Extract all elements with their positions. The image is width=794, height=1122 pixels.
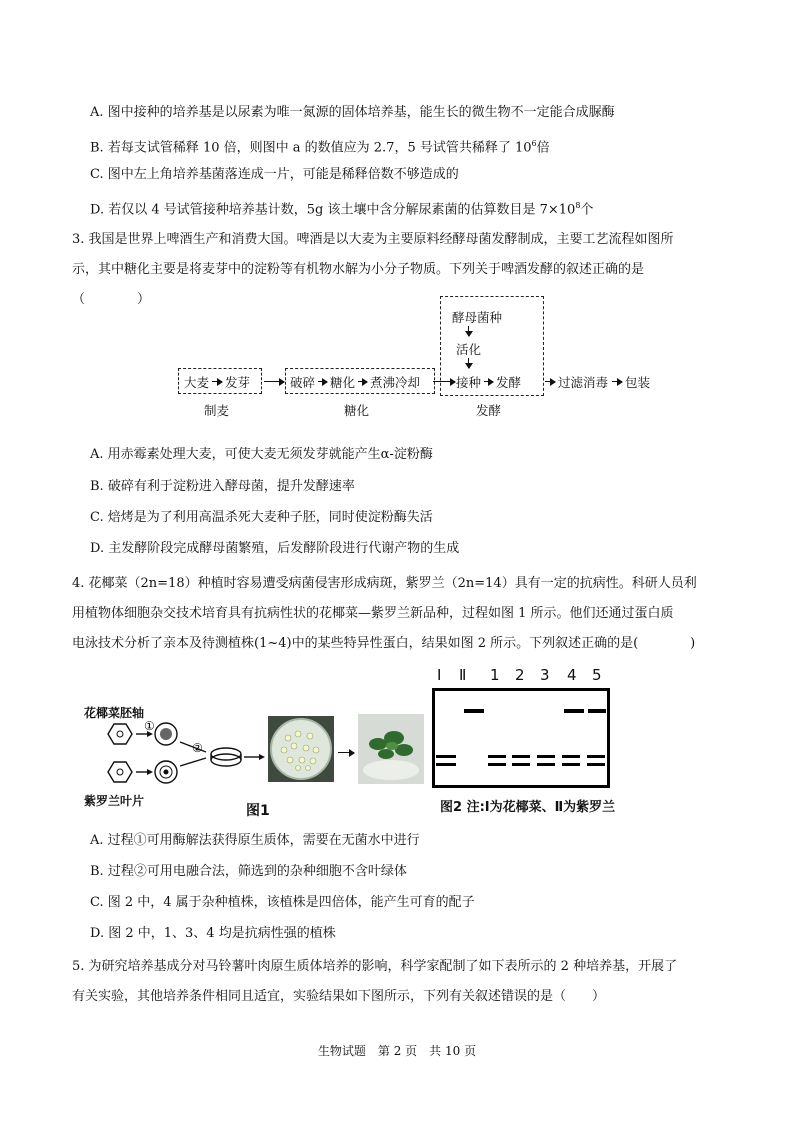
q3-answer-paren: （ ）	[72, 292, 151, 307]
band-1-lower-b	[488, 763, 506, 766]
band-2-lower-a	[512, 755, 530, 758]
q2-option-b	[90, 135, 550, 157]
band-4-lower-b	[562, 763, 580, 766]
flow-barley: 大麦	[184, 375, 210, 390]
plantlet-photo	[358, 714, 424, 784]
q4-stem-line3: 电泳技术分析了亲本及待测植株(1~4)中的某些特异性蛋白，结果如图 2 所示。下列叙述正确的是( )	[72, 636, 696, 651]
arrow-to-plantlet	[338, 752, 354, 753]
flow-yeast: 酵母菌种	[452, 310, 503, 325]
band-1-lower-a	[488, 755, 506, 758]
flow-ferment: 发酵	[496, 375, 522, 390]
q2-option-b-tail: 倍	[536, 140, 550, 156]
flow-filter: 过滤消毒	[558, 375, 609, 390]
lane-label-5: 5	[592, 666, 602, 684]
band-II-upper	[464, 709, 484, 713]
q2-option-d-tail: 个	[580, 202, 594, 218]
q4-stem-line2: 用植物体细胞杂交技术培育具有抗病性状的花椰菜—紫罗兰新品种，过程如图 1 所示。他们还通过蛋白质	[72, 606, 674, 621]
arrow-7	[545, 381, 555, 382]
arrow-2	[264, 381, 284, 382]
lane-label-4: 4	[567, 666, 577, 684]
step-2-marker: ②	[192, 741, 203, 755]
q2-option-c: C. 图中左上角培养基菌落连成一片，可能是稀释倍数不够造成的	[90, 167, 459, 182]
stage-malting: 制麦	[204, 403, 230, 418]
band-2-lower-b	[512, 763, 530, 766]
q3-option-b: B. 破碎有利于淀粉进入酵母菌，提升发酵速率	[90, 479, 355, 494]
lane-label-II: Ⅱ	[459, 666, 467, 684]
fig1-process-svg	[100, 720, 270, 790]
petri-dish-photo	[268, 716, 334, 782]
band-3-lower-b	[537, 763, 555, 766]
lane-label-1: 1	[490, 666, 500, 684]
flow-activate: 活化	[456, 342, 482, 357]
arrow-1	[212, 381, 222, 382]
arrow-5	[433, 381, 455, 382]
q3-option-d: D. 主发酵阶段完成酵母菌繁殖，后发酵阶段进行代谢产物的生成	[90, 541, 460, 556]
flow-saccharify: 糖化	[330, 375, 356, 390]
arrow-6	[484, 381, 493, 382]
q2-option-a: A. 图中接种的培养基是以尿素为唯一氮源的固体培养基，能生长的微生物不一定能合成脲酶	[90, 105, 615, 120]
q2-option-d-exponent: 8	[575, 201, 581, 210]
gel-frame	[432, 688, 610, 788]
flow-inoculate: 接种	[456, 375, 482, 390]
band-5-lower-a	[587, 755, 605, 758]
q3-stem-line1: 3. 我国是世界上啤酒生产和消费大国。啤酒是以大麦为主要原料经酵母菌发酵制成，主要工艺流程如图所	[72, 232, 674, 247]
q2-option-d-text: D. 若仅以 4 号试管接种培养基计数，5g 该土壤中含分解尿素菌的估算数目是 7×10	[90, 202, 576, 218]
q3-option-c: C. 焙烤是为了利用高温杀死大麦种子胚，同时使淀粉酶失活	[90, 510, 433, 525]
q2-option-b-text: B. 若每支试管稀释 10 倍，则图中 a 的数值应为 2.7，5 号试管共稀释了 10	[90, 140, 532, 156]
q5-stem-line2: 有关实验，其他培养条件相同且适宜，实验结果如下图所示，下列有关叙述错误的是（ ）	[72, 989, 606, 1004]
stage-fermentation: 发酵	[476, 403, 502, 418]
arrow-down-2	[468, 358, 469, 368]
q5-stem-line1: 5. 为研究培养基成分对马铃薯叶肉原生质体培养的影响，科学家配制了如下表所示的 2 种培养基，开展了	[72, 959, 678, 974]
q4-option-d: D. 图 2 中，1、3、4 均是抗病性强的植株	[90, 926, 336, 941]
arrow-down-1	[468, 326, 469, 336]
band-I-lower-b	[436, 763, 456, 766]
q2-option-b-exponent: 6	[531, 139, 537, 148]
band-4-upper	[564, 709, 584, 713]
fig1-label-violet: 紫罗兰叶片	[84, 794, 145, 808]
fig2-caption: 图2 注:Ⅰ为花椰菜、Ⅱ为紫罗兰	[440, 800, 616, 815]
q4-option-a: A. 过程①可用酶解法获得原生质体，需要在无菌水中进行	[90, 833, 420, 848]
q3-stem-line2: 示，其中糖化主要是将麦芽中的淀粉等有机物水解为小分子物质。下列关于啤酒发酵的叙述正确的是	[72, 262, 645, 277]
fig1-label-cauliflower: 花椰菜胚轴	[84, 706, 145, 720]
band-5-upper	[588, 709, 606, 713]
q4-option-c: C. 图 2 中，4 属于杂种植株，该植株是四倍体，能产生可育的配子	[90, 895, 475, 910]
lane-label-2: 2	[515, 666, 525, 684]
lane-label-3: 3	[540, 666, 550, 684]
arrow-3	[318, 381, 327, 382]
band-5-lower-b	[587, 763, 605, 766]
q4-stem-line1: 4. 花椰菜（2n=18）种植时容易遭受病菌侵害形成病斑，紫罗兰（2n=14）具有一定的抗病性。科研人员利	[72, 576, 697, 591]
step-1-marker: ①	[144, 720, 155, 733]
flow-crush: 破碎	[290, 375, 316, 390]
arrow-8	[612, 381, 622, 382]
lane-label-I: Ⅰ	[437, 666, 442, 684]
band-I-lower-a	[436, 755, 456, 758]
q4-option-b: B. 过程②可用电融合法，筛选到的杂种细胞不含叶绿体	[90, 864, 407, 879]
fig1-caption: 图1	[246, 803, 270, 819]
flow-package: 包装	[625, 375, 651, 390]
page-footer: 生物试题 第 2 页 共 10 页	[317, 1044, 477, 1058]
flow-germinate: 发芽	[225, 375, 251, 390]
q2-option-d	[90, 197, 593, 219]
arrow-4	[358, 381, 367, 382]
band-4-lower-a	[562, 755, 580, 758]
q3-option-a: A. 用赤霉素处理大麦，可使大麦无须发芽就能产生α-淀粉酶	[90, 447, 433, 462]
flow-boil-cool: 煮沸冷却	[370, 375, 421, 390]
band-3-lower-a	[537, 755, 555, 758]
stage-saccharification: 糖化	[344, 403, 370, 418]
